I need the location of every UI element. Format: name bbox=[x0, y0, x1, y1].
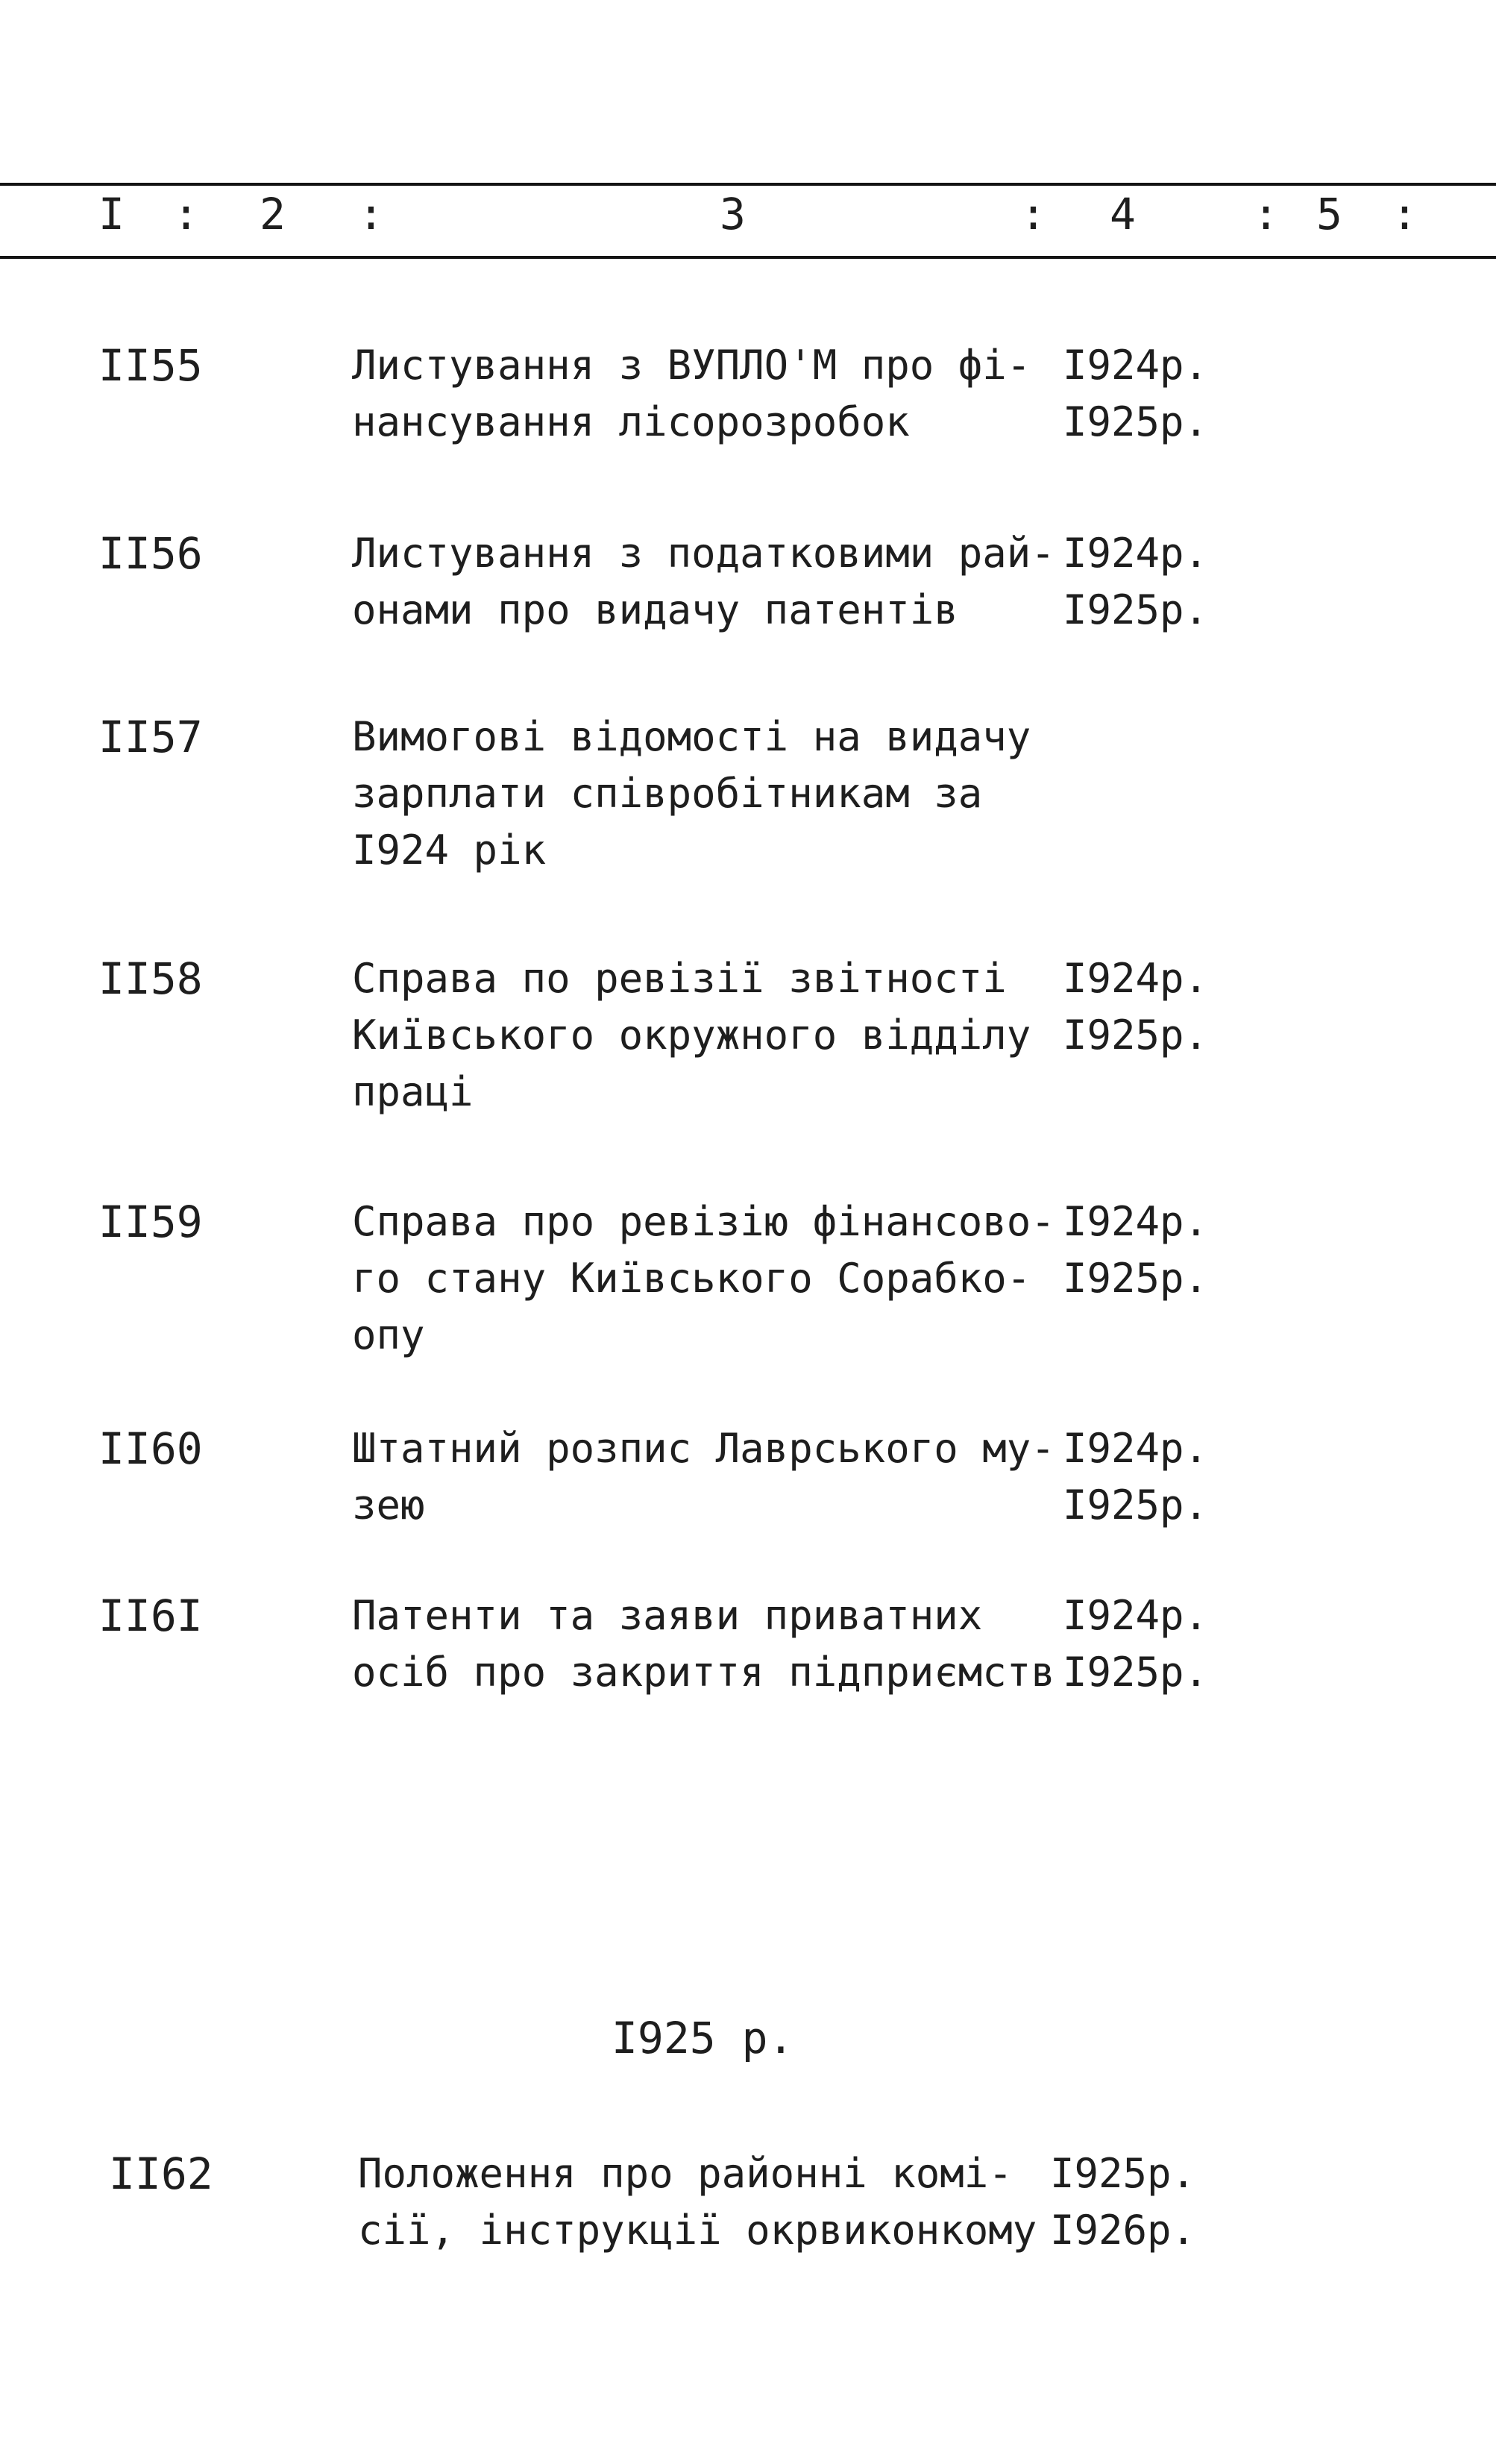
entry-dates: I925р. I926р. bbox=[1050, 2150, 1196, 2254]
entry-dates: I924р. I925р. bbox=[1063, 530, 1209, 633]
header-separator: : bbox=[1020, 189, 1046, 239]
header-col-4: 4 bbox=[1110, 189, 1136, 239]
entry-description: Штатний розпис Лаврського му- зею bbox=[352, 1425, 1055, 1529]
table-header-bottom-rule bbox=[0, 256, 1496, 259]
header-separator: : bbox=[1392, 189, 1418, 239]
entry-dates: I924р. I925р. bbox=[1063, 1425, 1209, 1529]
header-separator: : bbox=[173, 189, 199, 239]
header-col-5: 5 bbox=[1316, 189, 1342, 239]
entry-description: Справа про ревізію фінансово- го стану Київського Сорабко- опу bbox=[352, 1198, 1055, 1358]
header-separator: : bbox=[358, 189, 384, 239]
entry-number: II56 bbox=[98, 528, 203, 579]
entry-description: Листування з податковими рай- онами про видачу патентів bbox=[352, 530, 1055, 633]
entry-description: Вимогові відомості на видачу зарплати співробітникам за I924 рік bbox=[352, 713, 1031, 874]
section-heading: I925 р. bbox=[612, 2013, 794, 2063]
entry-dates: I924р. I925р. bbox=[1063, 1592, 1209, 1696]
entry-dates: I924р. I925р. bbox=[1063, 955, 1209, 1059]
entry-dates: I924р. I925р. bbox=[1063, 1198, 1209, 1302]
entry-number: II62 bbox=[109, 2148, 213, 2199]
entry-dates: I924р. I925р. bbox=[1063, 342, 1209, 445]
entry-number: II59 bbox=[98, 1197, 203, 1247]
header-col-2: 2 bbox=[260, 189, 286, 239]
entry-number: II6I bbox=[98, 1590, 203, 1641]
entry-description: Патенти та заяви приватних осіб про закриття підприємств bbox=[352, 1592, 1055, 1696]
table-top-rule bbox=[0, 183, 1496, 186]
entry-number: II58 bbox=[98, 953, 203, 1004]
entry-description: Положення про районні комі- сії, інструкції окрвиконкому bbox=[358, 2150, 1037, 2254]
entry-number: II60 bbox=[98, 1423, 203, 1474]
header-col-1: I bbox=[98, 189, 125, 239]
header-separator: : bbox=[1253, 189, 1279, 239]
entry-number: II55 bbox=[98, 340, 203, 391]
entry-description: Справа по ревізії звітності Київського окружного відділу праці bbox=[352, 955, 1031, 1115]
entry-description: Листування з ВУПЛО'М про фі- нансування лісорозробок bbox=[352, 342, 1031, 445]
entry-number: II57 bbox=[98, 712, 203, 762]
header-col-3: 3 bbox=[720, 189, 746, 239]
